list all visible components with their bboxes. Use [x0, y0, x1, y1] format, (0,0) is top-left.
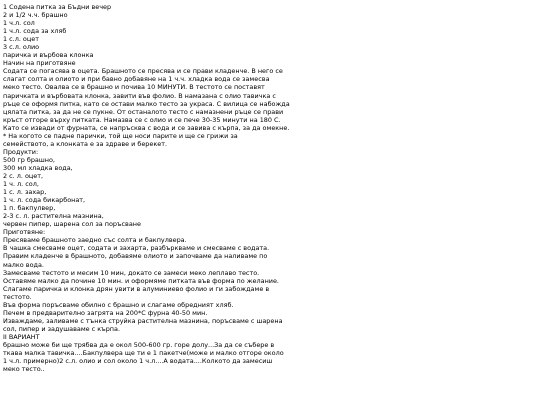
text-line: Оставяме малко да почине 10 мин. и оформяме питката във форма по желание. — [3, 276, 279, 285]
text-line: В чашка смесваме оцет, содата и захарта, разбъркваме и смесваме с водата. — [3, 244, 270, 253]
text-line: 1 п. бакпулвер, — [3, 204, 56, 213]
text-line: 1 Содена питка за Бъдни вечер — [3, 3, 112, 11]
text-line: кръст отгоре върху питката. Намазва се с олио и се пече 30-35 минути на 180 С. — [3, 115, 281, 124]
text-line: Начин на приготвяне — [3, 59, 76, 68]
text-line: ткава малка тавичка....Бакпулвера ще ти е 1 пакетче(може и малко отгоре около — [3, 349, 284, 358]
text-line: цялата питка, за да не се пукне. От останалото тесто с намазнени ръце се прави — [3, 107, 284, 116]
text-line: Слагаме паричка и клонка дрян увити в алуминиево фолио и ги забождаме в — [3, 284, 270, 293]
text-line: Правим кладенче в брашното, добавяме олиото и започваме да наливаме по — [3, 252, 268, 261]
text-line: Замесваме тестото и месим 10 мин, докато се замеси меко леплаво тесто. — [3, 268, 260, 277]
text-line: Изваждаме, заливаме с тънка струйка растителна мазнина, поръсваме с шарена — [3, 316, 283, 325]
text-line: 300 мл хладка вода, — [3, 163, 73, 172]
text-line: меко тесто.. — [3, 365, 45, 374]
text-line: слагат солта и олиото и при бавно добавяне на 1 ч.ч. хладка вода се замесва — [3, 75, 270, 84]
text-line: 500 гр брашно, — [3, 155, 55, 164]
text-line: семейството, а клонката е за здраве и берекет. — [3, 139, 167, 148]
text-line: тестото. — [3, 292, 32, 301]
text-line: паричка и върбова клонка — [3, 51, 94, 60]
text-line: сол, пипер и задушаваме с кърпа. — [3, 324, 120, 333]
text-line: 1 ч.л. сол — [3, 19, 35, 28]
recipe-document — [3, 3, 537, 373]
text-line: Приготвяне: — [3, 228, 46, 237]
text-line: Като се извади от фурната, се напръсква с вода и се завива с кърпа, за да омекне. — [3, 123, 290, 132]
text-line: 1 ч. л. сол, — [3, 180, 39, 189]
text-line: ръце се оформя питка, като се остави малко тесто за украса. С вилица се набожда — [3, 99, 290, 108]
text-line: 3 с.л. олио — [3, 43, 40, 52]
text-line: Продукти: — [3, 147, 39, 156]
text-line: 1 ч.л. примерно)2 с.л. олио и сол около 1 ч.л....А водата....Колкото да замесиш — [3, 357, 273, 366]
text-line: Пресяваме брашното заедно със солта и бакпулвера. — [3, 236, 187, 245]
text-line: 1 с.л. оцет — [3, 35, 39, 44]
text-line: 1 ч.л. сода за хляб — [3, 27, 67, 36]
text-line: 2-3 с. л. растителна мазнина, — [3, 212, 104, 221]
text-line: червен пипер, шарена сол за поръсване — [3, 220, 141, 229]
text-line: Содата се погасява в оцета. Брашното се пресява и се прави кладенче. В него се — [3, 67, 283, 76]
text-line: 2 и 1/2 ч.ч. брашно — [3, 11, 68, 20]
text-line: брашно може би ще трябва да е окол 500-600 гр. горе долу...За да се събере в — [3, 340, 275, 349]
text-line: 1 с. л. захар, — [3, 188, 47, 197]
text-line: 2 с. л. оцет, — [3, 171, 44, 180]
text-line: малко вода. — [3, 260, 44, 269]
text-line: II ВАРИАНТ — [3, 332, 40, 341]
text-line: паричката и върбовата клонка, завити във фолио. В намазана с олио тавичка с — [3, 91, 276, 100]
text-line: Печем в предварително загрята на 200*С фурна 40-50 мин. — [3, 308, 208, 317]
text-line: 1 ч. л. сода бикарбонат, — [3, 196, 86, 205]
text-line: * На когото се падне парички, той ще носи парите и ще се грижи за — [3, 131, 238, 140]
text-line: Във форма поръсваме обилно с брашно и слагаме обредният хляб. — [3, 300, 234, 309]
text-line: меко тесто. Овалва се в брашно и почива 10 МИНУТИ. В тестото се поставят — [3, 83, 265, 92]
